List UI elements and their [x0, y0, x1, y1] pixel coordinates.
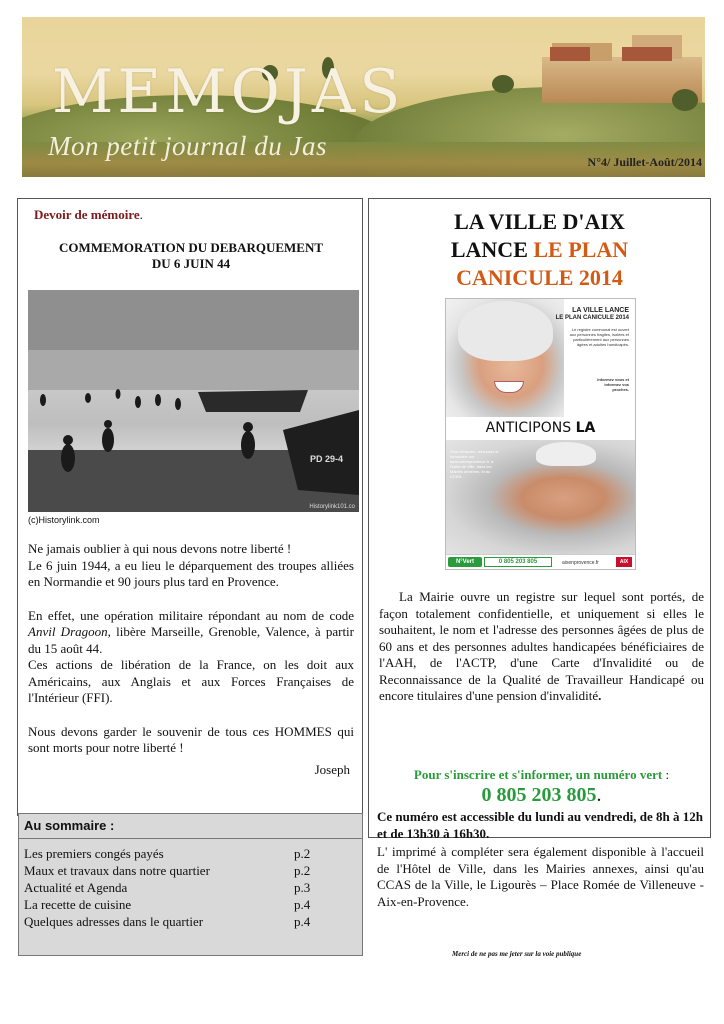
- dday-landing-photo: [28, 290, 359, 512]
- paragraph: [28, 608, 354, 658]
- toc-item: [24, 896, 314, 913]
- poster-small-text: Pour s'inscrire, retournez le formulaire sur www.aixenprovence.fr, à l'hôtel de Ville, dans les Mairies annexes, et au CCAS.: [450, 449, 499, 479]
- paragraph: Nous devons garder le souvenir de tous ces HOMMES qui sont morts pour notre liberté !: [28, 723, 354, 755]
- photo-illustration: [28, 290, 359, 512]
- title-line: LA VILLE D'AIX: [454, 209, 625, 234]
- phone-number: 0 805 203 805: [481, 784, 597, 806]
- poster-heading: LA VILLE LANCE: [572, 307, 629, 314]
- masthead-title: MEMOJAS: [52, 57, 405, 127]
- poster-heading: LE PLAN CANICULE 2014: [555, 315, 629, 321]
- toc-item-page: p.4: [294, 914, 311, 929]
- title-word-orange: LE PLAN: [533, 237, 629, 262]
- photo-sea: [28, 350, 359, 390]
- operation-name: Anvil Dragoon,: [28, 624, 111, 639]
- banner-tree: [672, 89, 698, 111]
- numero-vert-intro: [379, 767, 704, 783]
- toc-item-label: Actualité et Agenda: [24, 880, 128, 895]
- text-run: Pour s'inscrire et s'informer, un numéro vert: [413, 767, 663, 782]
- poster-website: aixenprovence.fr: [562, 560, 599, 566]
- text-run: En effet, une opération militaire répondant au nom de code: [28, 607, 354, 623]
- toc-item: [24, 862, 314, 879]
- soldier: [61, 444, 75, 472]
- toc-list: [24, 845, 314, 930]
- article-title-line: DU 6 JUIN 44: [151, 256, 231, 271]
- canicule-paragraph: [379, 589, 704, 705]
- numero-vert-badge: N°Vert: [448, 557, 482, 567]
- toc-item-page: p.4: [294, 897, 311, 912]
- article-signature: Joseph: [314, 762, 350, 777]
- text-run: .: [596, 784, 602, 806]
- toc-item-page: p.3: [294, 880, 311, 895]
- man-hair: [536, 442, 596, 466]
- title-line-orange: CANICULE 2014: [456, 265, 623, 290]
- paragraph-gap: [28, 707, 354, 724]
- toc-item-page: p.2: [294, 846, 311, 861]
- banner-tree: [492, 75, 514, 93]
- slogan-part: ANTICIPONS: [485, 420, 572, 436]
- toc-item-label: Les premiers congés payés: [24, 846, 164, 861]
- article-body: [28, 541, 354, 757]
- issue-number: N°4/ Juillet-Août/2014: [587, 155, 702, 169]
- kicker-dot: .: [139, 207, 143, 222]
- poster-phone-number: 0 805 203 805: [484, 557, 552, 567]
- text-run-bold: .: [598, 688, 602, 703]
- photo-boat-label: PD 29-4: [310, 454, 344, 464]
- banner-roof: [622, 47, 672, 61]
- photo-credit: (c)Historylink.com: [28, 515, 100, 525]
- soldier: [116, 389, 121, 399]
- title-word: LANCE: [450, 237, 528, 262]
- soldier: [135, 396, 141, 408]
- article-title-line: COMMEMORATION DU DEBARQUEMENT: [58, 240, 324, 255]
- table-of-contents: [18, 813, 363, 956]
- toc-item-label: Quelques adresses dans le quartier: [24, 914, 204, 929]
- soldier: [155, 394, 161, 406]
- poster-slogan: [446, 417, 635, 440]
- photo-landing-craft: [198, 390, 308, 412]
- opening-hours: Ce numéro est accessible du lundi au vendredi, de 8h à 12h et de 13h30 à 16h30.: [377, 809, 704, 841]
- soldier: [175, 398, 181, 410]
- paragraph: Ces actions de libération de la France, on les doit aux Américains, aux Anglais et aux Forces Françaises de l'Intérieur (FFI).: [28, 657, 354, 705]
- paragraph: Le 6 juin 1944, a eu lieu le déparquement des troupes alliées en Normandie et 90 jours plus tard en Provence.: [28, 557, 354, 589]
- soldier: [85, 393, 91, 403]
- soldier-helmet: [63, 435, 73, 445]
- soldier: [241, 431, 255, 459]
- poster-small-text: Informez vous et informez vos proches.: [597, 377, 629, 392]
- photo-sky: [28, 290, 359, 350]
- article-kicker: [34, 207, 143, 223]
- canicule-title: [368, 208, 711, 292]
- form-availability-paragraph: L' imprimé à compléter sera également disponible à l'accueil de l'Hôtel de Ville, dans les Mairies annexes, ainsi qu'au CCAS de la Ville, le Ligourès – Place Romée de Villeneuve - Aix-en-Provence.: [377, 844, 704, 909]
- aix-logo: AIX: [616, 557, 632, 567]
- soldier-helmet: [104, 420, 112, 428]
- text-run: :: [662, 767, 670, 782]
- banner-roof: [550, 47, 590, 61]
- paragraph: Ne jamais oublier à qui nous devons notre liberté !: [28, 541, 292, 556]
- poster-small-text: Le registre communal est ouvert aux personnes fragiles, isolées et particulièrement aux personnes âgées et adultes handicapés.: [569, 327, 629, 347]
- text-run: La Mairie ouvre un registre sur lequel sont portés, de façon totalement confidentielle, et uniquement si elles le souhaitent, le nom et l'adresse des personnes âgées de plus de 60 ans et des personnes adultes handicapées bénéficiaires de l'AAH, de l'ACTP, d'une Carte d'Invalidité ou de Reconnaissance de la Qualité de Travailleur Handicapé ou encore titulaires d'une pension d'invalidité: [379, 589, 704, 703]
- toc-item-page: p.2: [294, 863, 311, 878]
- article-title: [28, 240, 354, 272]
- paragraph-gap: [28, 591, 354, 608]
- woman-hair: [458, 301, 553, 361]
- toc-item-label: Maux et travaux dans notre quartier: [24, 863, 210, 878]
- toc-item-label: La recette de cuisine: [24, 897, 132, 912]
- masthead-subtitle: Mon petit journal du Jas: [48, 131, 327, 161]
- photo-watermark: Historylink101.co: [309, 504, 355, 510]
- soldier-helmet: [243, 422, 253, 432]
- toc-item: [24, 879, 314, 896]
- title-line: [368, 236, 711, 264]
- kicker-text: Devoir de mémoire: [34, 207, 140, 222]
- toc-item: [24, 845, 314, 862]
- numero-vert: [379, 784, 704, 807]
- slogan-part-bold: LA: [575, 420, 596, 436]
- soldier: [40, 394, 46, 406]
- soldier: [102, 428, 114, 452]
- text-run: libère Marseille, Grenoble, Valence, à partir du 15 août 44.: [28, 624, 354, 656]
- footer-note: Merci de ne pas me jeter sur la voie publique: [452, 950, 582, 958]
- toc-item: [24, 913, 314, 930]
- canicule-poster: [445, 298, 636, 570]
- toc-heading: Au sommaire :: [19, 814, 362, 839]
